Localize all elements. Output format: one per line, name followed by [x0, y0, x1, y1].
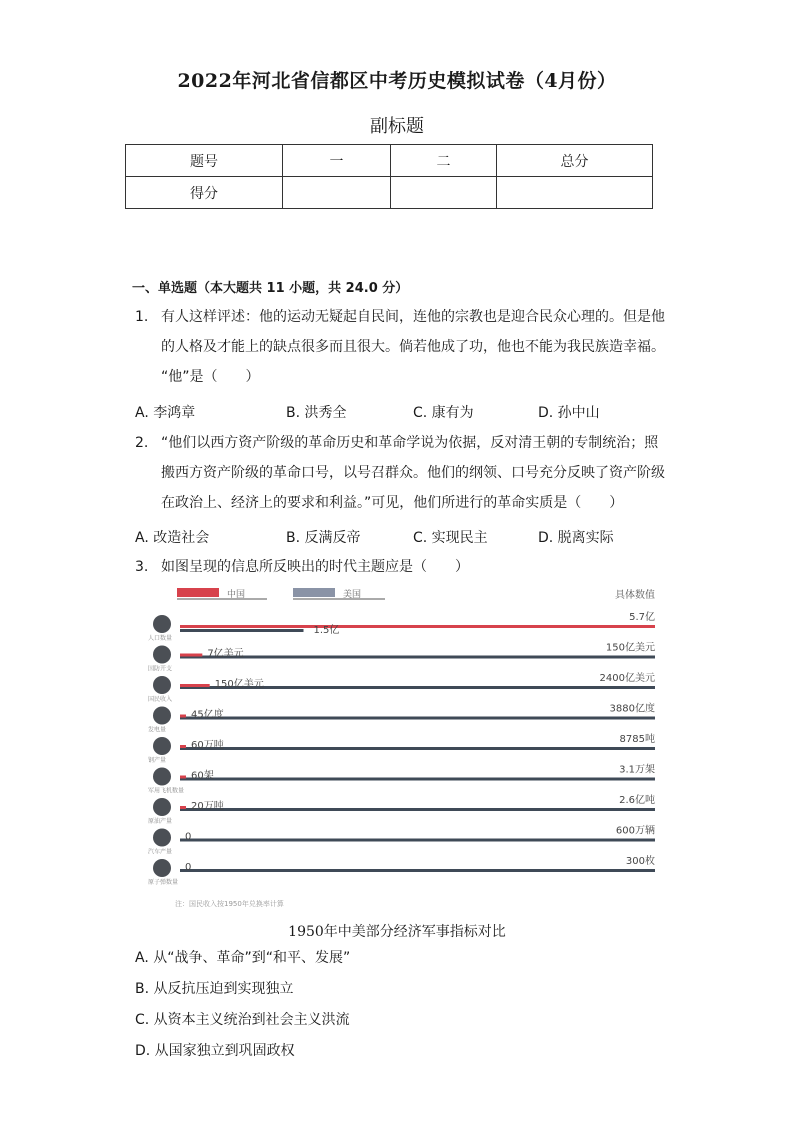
question-text-line: 如图呈现的信息所反映出的时代主题应是（ ）: [161, 559, 469, 575]
option-d[interactable]: D. 孙中山: [538, 405, 600, 421]
option-b[interactable]: B. 反满反帝: [286, 530, 361, 546]
page-title: 2022年河北省信都区中考历史模拟试卷（4月份）: [177, 70, 617, 92]
bar-value-label: 300枚: [625, 856, 655, 867]
option-c[interactable]: C. 从资本主义统治到社会主义洪流: [135, 1012, 350, 1028]
indicator-label: 钢产量: [148, 757, 167, 764]
bar-short: [180, 806, 186, 809]
legend-label-china: 中国: [227, 590, 246, 600]
score-table-row: [126, 177, 653, 209]
bar-value-label: 150亿美元: [605, 642, 655, 654]
bar-value-label: 8785吨: [619, 734, 655, 745]
score-table: [125, 144, 653, 209]
bar-value-label: 20万吨: [191, 801, 224, 812]
legend-swatch-china: [177, 588, 219, 597]
option-c[interactable]: C. 实现民主: [413, 530, 488, 546]
bar-value-label: 7亿美元: [207, 648, 244, 660]
legend-underline: [293, 598, 385, 600]
legend-swatch-usa: [293, 588, 335, 597]
option-a[interactable]: A. 改造社会: [135, 530, 210, 546]
indicator-icon: [153, 615, 171, 633]
bar-value-label: 600万辆: [615, 825, 655, 837]
bar-long: [180, 778, 655, 781]
question-number: 2.: [135, 435, 149, 451]
indicator-label: 国防开支: [148, 665, 173, 673]
indicator-label: 原子弹数量: [148, 879, 179, 886]
bar-value-label: 45亿度: [191, 709, 224, 721]
bar-long: [180, 869, 655, 872]
indicator-label: 军用飞机数量: [148, 787, 185, 795]
question-1: [135, 302, 675, 392]
indicator-label: 发电量: [148, 726, 167, 734]
question-3: [135, 552, 675, 582]
score-table-header-row: [126, 145, 653, 177]
legend-underline: [177, 598, 267, 600]
indicator-label: 原油产量: [148, 818, 173, 825]
bar-long: [180, 747, 655, 750]
bar-short: [180, 684, 210, 687]
section-heading: 一、单选题（本大题共 11 小题，共 24.0 分）: [132, 281, 409, 296]
indicator-icon: [153, 859, 171, 877]
score-cell: [283, 177, 391, 209]
option-d[interactable]: D. 脱离实际: [538, 530, 614, 546]
bar-value-label: 3.1万架: [619, 764, 655, 776]
score-header-cell: 二: [391, 145, 497, 177]
bar-value-label: 0: [185, 831, 192, 843]
option-d[interactable]: D. 从国家独立到巩固政权: [135, 1043, 295, 1059]
question-text-line: 有人这样评述：他的运动无疑起自民间，连他的宗教也是迎合民众心理的。但是他: [161, 309, 665, 325]
indicator-icon: [153, 798, 171, 816]
question-text-line: 的人格及才能上的缺点很多而且很大。倘若他成了功，他也不能为我民族造幸福。: [161, 339, 665, 355]
chart-header-right: 具体数值: [615, 590, 655, 601]
question-text-line: 在政治上、经济上的要求和利益。”可见，他们所进行的革命实质是（ ）: [161, 495, 624, 511]
question-text-line: “他们以西方资产阶级的革命历史和革命学说为依据，反对清王朝的专制统治；照: [161, 435, 659, 451]
score-header-cell: 一: [283, 145, 391, 177]
chart-note: 注：国民收入按1950年兑换率计算: [175, 900, 284, 908]
bar-long: [180, 717, 655, 720]
question-2: [135, 428, 675, 518]
indicator-icon: [153, 646, 171, 664]
score-cell: [391, 177, 497, 209]
option-b[interactable]: B. 从反抗压迫到实现独立: [135, 981, 294, 997]
bar-value-label: 150亿美元: [214, 679, 264, 690]
bar-short: [180, 629, 304, 632]
chart-caption: 1950年中美部分经济军事指标对比: [288, 924, 506, 940]
bar-long: [180, 656, 655, 659]
bar-short: [180, 776, 186, 779]
bar-value-label: 1.5亿: [313, 625, 340, 636]
bar-short: [180, 745, 186, 748]
chart-svg: [145, 586, 660, 916]
bar-value-label: 3880亿度: [609, 703, 655, 715]
indicator-icon: [153, 707, 171, 725]
score-cell: 得分: [126, 177, 283, 209]
question-3-options: [135, 947, 350, 1071]
indicator-icon: [153, 676, 171, 694]
indicator-label: 国民收入: [148, 696, 173, 703]
option-a[interactable]: A. 李鸿章: [135, 405, 196, 421]
indicator-icon: [153, 737, 171, 755]
bar-long: [180, 625, 655, 628]
bar-value-label: 2400亿美元: [599, 673, 655, 684]
indicator-icon: [153, 768, 171, 786]
indicator-icon: [153, 829, 171, 847]
bar-short: [180, 715, 186, 718]
bar-value-label: 5.7亿: [629, 612, 655, 623]
question-number: 3.: [135, 559, 149, 575]
question-number: 1.: [135, 309, 149, 325]
page-subtitle: 副标题: [370, 116, 424, 137]
bar-value-label: 60架: [191, 770, 214, 782]
bar-value-label: 2.6亿吨: [619, 795, 655, 806]
bar-value-label: 60万吨: [191, 740, 224, 751]
option-c[interactable]: C. 康有为: [413, 405, 474, 421]
option-b[interactable]: B. 洪秀全: [286, 405, 347, 421]
bar-short: [180, 654, 202, 657]
score-cell: [497, 177, 653, 209]
legend-label-usa: 美国: [343, 590, 362, 600]
score-header-cell: 题号: [126, 145, 283, 177]
option-a[interactable]: A. 从“战争、革命”到“和平、发展”: [135, 950, 351, 966]
bar-long: [180, 808, 655, 811]
comparison-chart: [145, 586, 660, 916]
question-text-line: 搬西方资产阶级的革命口号，以号召群众。他们的纲领、口号充分反映了资产阶级: [161, 465, 665, 481]
indicator-label: 汽车产量: [148, 848, 173, 856]
bar-long: [180, 839, 655, 842]
question-text-line: “他”是（ ）: [161, 369, 260, 385]
indicator-label: 人口数量: [148, 635, 173, 642]
bar-value-label: 0: [185, 862, 192, 873]
score-header-cell: 总分: [497, 145, 653, 177]
